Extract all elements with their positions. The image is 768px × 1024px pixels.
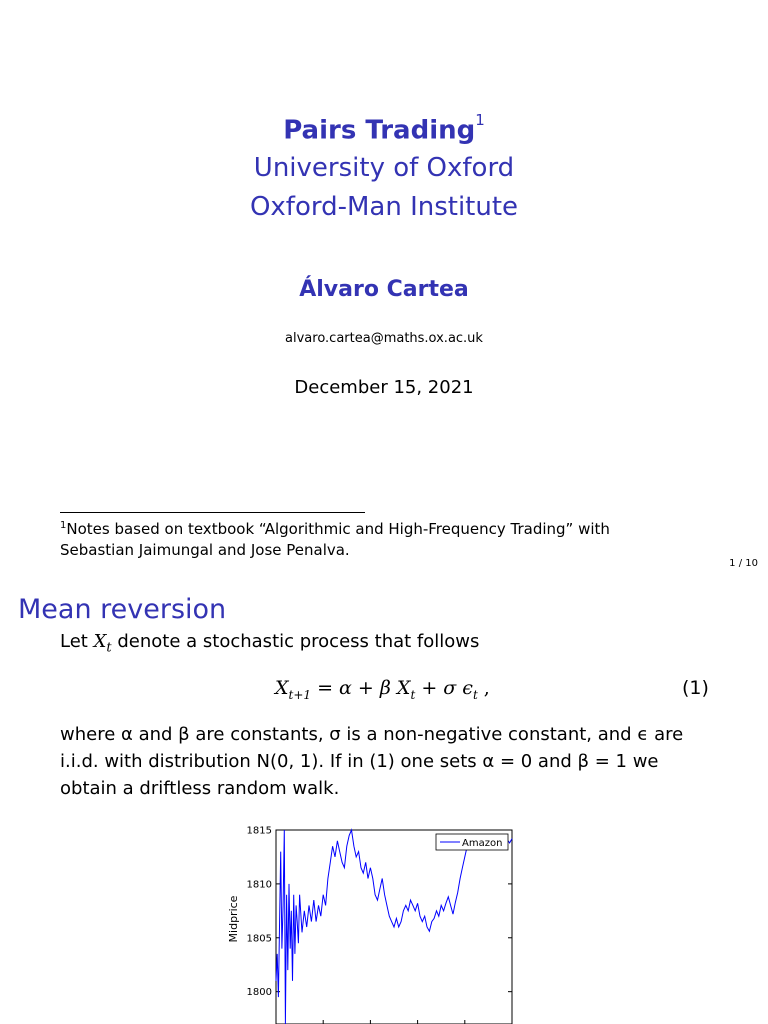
- y-tick-label: 1810: [246, 879, 272, 891]
- equation-number: (1): [682, 677, 709, 699]
- institution-line-1: University of Oxford: [253, 153, 515, 183]
- y-tick-label: 1800: [246, 987, 272, 999]
- y-axis-label: Midprice: [227, 895, 240, 943]
- footnote: $^1$Notes based on textbook “Algorithmic and High-Frequency Trading” with Sebastian Jaimungal and Jose Penalva.: [60, 520, 610, 559]
- presentation-date: December 15, 2021: [294, 377, 474, 398]
- explanation-paragraph: where α and β are constants, σ is a non-negative constant, and ϵ are i.i.d. with distribution N(0, 1). If in (1) one sets α = 0 and β = 1 we obtain a driftless random walk.: [60, 724, 684, 799]
- equation-ar1: $X_{t+1} = \alpha + \beta$ $X_t + \sigma$ $\epsilon_t$ ,: [275, 677, 490, 702]
- author-name: Álvaro Cartea: [299, 277, 469, 302]
- frame-title: Mean reversion: [18, 594, 227, 625]
- institution-line-2: Oxford-Man Institute: [249, 192, 519, 222]
- presentation-title: Pairs Trading$^1$: [283, 111, 485, 146]
- midprice-chart: [220, 818, 530, 1024]
- intro-sentence: Let $X_t$ denote a stochastic process that follows: [60, 631, 480, 656]
- page-number: 1 / 10: [729, 558, 758, 569]
- y-tick-label: 1815: [246, 825, 272, 837]
- legend-label: Amazon: [462, 838, 503, 849]
- y-tick-label: 1805: [246, 933, 272, 945]
- content-slide: [0, 578, 768, 1024]
- footnote-divider: [60, 512, 365, 513]
- author-email: alvaro.cartea@maths.ox.ac.uk: [285, 331, 483, 346]
